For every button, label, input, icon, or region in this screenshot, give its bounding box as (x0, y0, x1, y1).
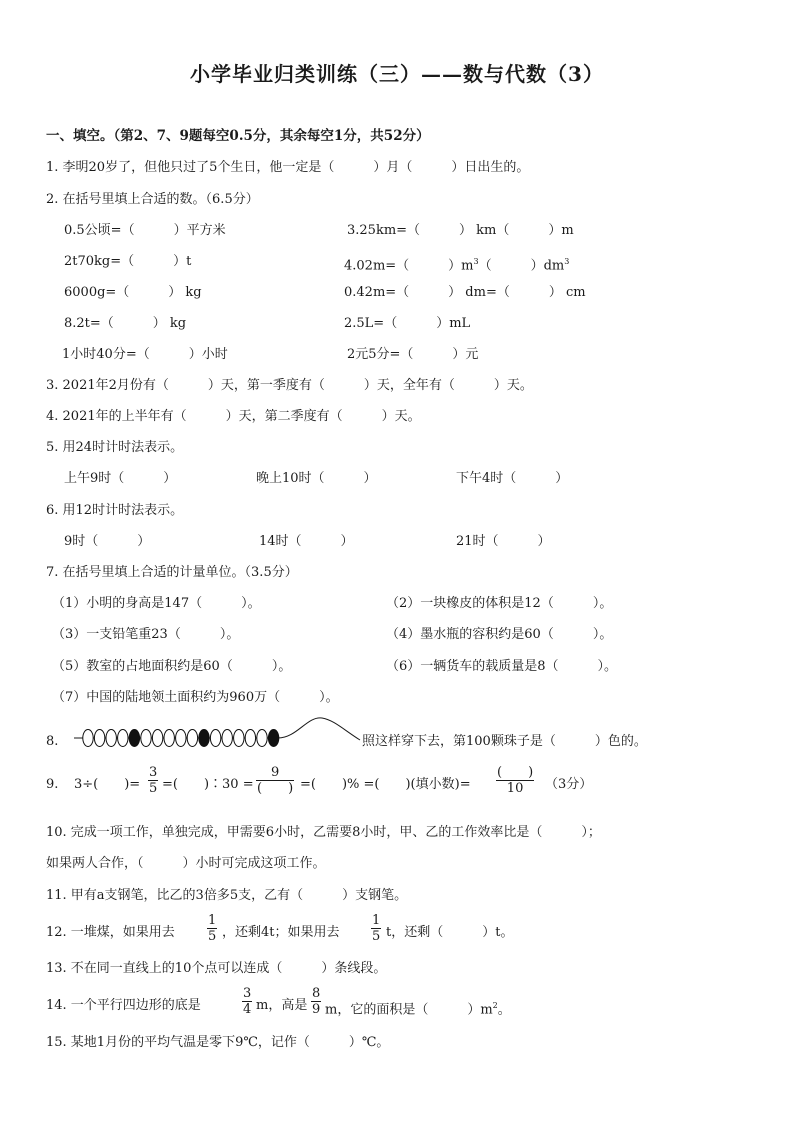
bead-group (83, 730, 279, 747)
question-9-number: 9. (46, 777, 59, 792)
question-13: 13. 不在同一直线上的10个点可以连成（ ）条线段。 (46, 961, 387, 976)
question-7-stem: 7. 在括号里填上合适的计量单位。（3.5分） (46, 565, 298, 580)
white-bead (234, 730, 244, 747)
q14-part-2: m，高是 (256, 998, 308, 1013)
question-2-stem: 2. 在括号里填上合适的数。（6.5分） (46, 192, 259, 207)
q2-row4-right: 2.5L=（ ）mL (344, 316, 471, 331)
q9-fraction-3 (496, 765, 534, 796)
white-bead (187, 730, 197, 747)
numerator: 8 (312, 986, 321, 1001)
white-bead (176, 730, 186, 747)
q14-part-3 (325, 998, 511, 1018)
bead-string-figure (72, 716, 364, 756)
white-bead (118, 730, 128, 747)
white-bead (245, 730, 255, 747)
white-bead (152, 730, 162, 747)
q2-row2-right-a: 4.02m=（ ）m (344, 258, 474, 274)
white-bead (83, 730, 93, 747)
q8-text: 照这样穿下去，第100颗珠子是（ ）色的。 (362, 734, 647, 749)
q14-end: 。 (497, 1002, 511, 1018)
denominator: 5 (208, 929, 217, 944)
q12-part-3: t，还剩（ ）t。 (386, 925, 514, 940)
white-bead (222, 730, 232, 747)
question-6-stem: 6. 用12时计时法表示。 (46, 503, 184, 518)
q7-item-1: （1）小明的身高是147（ ）。 (52, 596, 261, 611)
question-3: 3. 2021年2月份有（ ）天，第一季度有（ ）天，全年有（ ）天。 (46, 378, 533, 393)
q2-row2-right (344, 254, 569, 274)
denominator: ( ) (257, 781, 294, 796)
q14-fraction-height (311, 986, 321, 1017)
q2-row2-left: 2t70kg=（ ）t (64, 254, 192, 269)
question-4: 4. 2021年的上半年有（ ）天，第二季度有（ ）天。 (46, 409, 421, 424)
question-5-stem: 5. 用24时计时法表示。 (46, 440, 184, 455)
denominator: 5 (372, 929, 381, 944)
numerator: 1 (208, 913, 217, 928)
black-bead (199, 730, 209, 747)
q2-row3-right: 0.42m=（ ） dm=（ ） cm (344, 285, 586, 300)
q12-part-2: ，还剩4t；如果用去 (222, 925, 340, 940)
denominator: 9 (312, 1002, 321, 1017)
q9-part-3: =( )% =( )(填小数)= (300, 777, 471, 792)
square-superscript: 2 (492, 1001, 498, 1010)
cube-superscript: 3 (473, 257, 479, 266)
q9-fraction-1 (148, 765, 158, 796)
q2-row2-right-b: （ ）dm (478, 258, 565, 274)
q7-item-4: （4）墨水瓶的容积约是60（ ）。 (386, 627, 613, 642)
question-11: 11. 甲有a支钢笔，比乙的3倍多5支，乙有（ ）支钢笔。 (46, 888, 408, 903)
q14-text: m，它的面积是（ ）m (325, 1002, 493, 1018)
denominator: 10 (496, 780, 534, 796)
section-heading: 一、填空。（第2、7、9题每空0.5分，其余每空1分，共52分） (46, 128, 430, 144)
cube-superscript: 3 (564, 257, 570, 266)
white-bead (141, 730, 151, 747)
black-bead (268, 730, 278, 747)
q6-item-c: 21时（ ） (456, 534, 551, 549)
question-1: 1. 李明20岁了，但他只过了5个生日，他一定是（ ）月（ ）日出生的。 (46, 160, 530, 175)
page-title: 小学毕业归类训练（三）——数与代数（3） (190, 62, 604, 86)
q6-item-a: 9时（ ） (64, 534, 151, 549)
white-bead (106, 730, 116, 747)
q7-item-7: （7）中国的陆地领土面积约为960万（ ）。 (52, 690, 339, 705)
q9-score: （3分） (545, 777, 593, 792)
q9-part-2: =( )∶30 = (162, 777, 254, 792)
black-bead (129, 730, 139, 747)
question-15: 15. 某地1月份的平均气温是零下9℃，记作（ ）℃。 (46, 1035, 390, 1050)
q7-item-6: （6）一辆货车的载质量是8（ ）。 (386, 659, 618, 674)
question-10-line2: 如果两人合作，（ ）小时可完成这项工作。 (46, 856, 326, 871)
numerator: 9 (270, 765, 280, 780)
q12-fraction-2 (371, 913, 381, 944)
q7-item-5: （5）教室的占地面积约是60（ ）。 (52, 659, 292, 674)
white-bead (164, 730, 174, 747)
q2-row4-left: 8.2t=（ ） kg (64, 316, 187, 331)
white-bead (210, 730, 220, 747)
numerator: ( ) (497, 765, 534, 780)
q6-item-b: 14时（ ） (259, 534, 354, 549)
q5-item-c: 下午4时（ ） (456, 471, 569, 486)
q9-fraction-2 (256, 765, 294, 796)
numerator: 3 (243, 986, 252, 1001)
q2-row1-right: 3.25km=（ ） km（ ）m (347, 223, 574, 238)
q2-row5-left: 1小时40分=（ ）小时 (62, 347, 228, 362)
q7-item-2: （2）一块橡皮的体积是12（ ）。 (386, 596, 613, 611)
q14-part-1: 14. 一个平行四边形的底是 (46, 998, 201, 1013)
question-10-line1: 10. 完成一项工作，单独完成，甲需要6小时，乙需要8小时，甲、乙的工作效率比是（ ）； (46, 825, 601, 840)
q2-row1-left: 0.5公顷=（ ）平方米 (64, 223, 226, 238)
q7-item-3: （3）一支铅笔重23（ ）。 (52, 627, 240, 642)
q12-fraction-1 (207, 913, 217, 944)
numerator: 1 (372, 913, 381, 928)
q2-row5-right: 2元5分=（ ）元 (347, 347, 479, 362)
question-8-number: 8. (46, 734, 59, 749)
q9-part-1: 3÷( )= (74, 777, 141, 792)
numerator: 3 (149, 765, 158, 780)
q5-item-b: 晚上10时（ ） (256, 471, 377, 486)
q5-item-a: 上午9时（ ） (64, 471, 177, 486)
q12-part-1: 12. 一堆煤，如果用去 (46, 925, 175, 940)
denominator: 5 (149, 781, 158, 796)
white-bead (94, 730, 104, 747)
denominator: 4 (243, 1002, 252, 1017)
white-bead (257, 730, 267, 747)
q2-row3-left: 6000g=（ ） kg (64, 285, 202, 300)
q14-fraction-base (242, 986, 252, 1017)
